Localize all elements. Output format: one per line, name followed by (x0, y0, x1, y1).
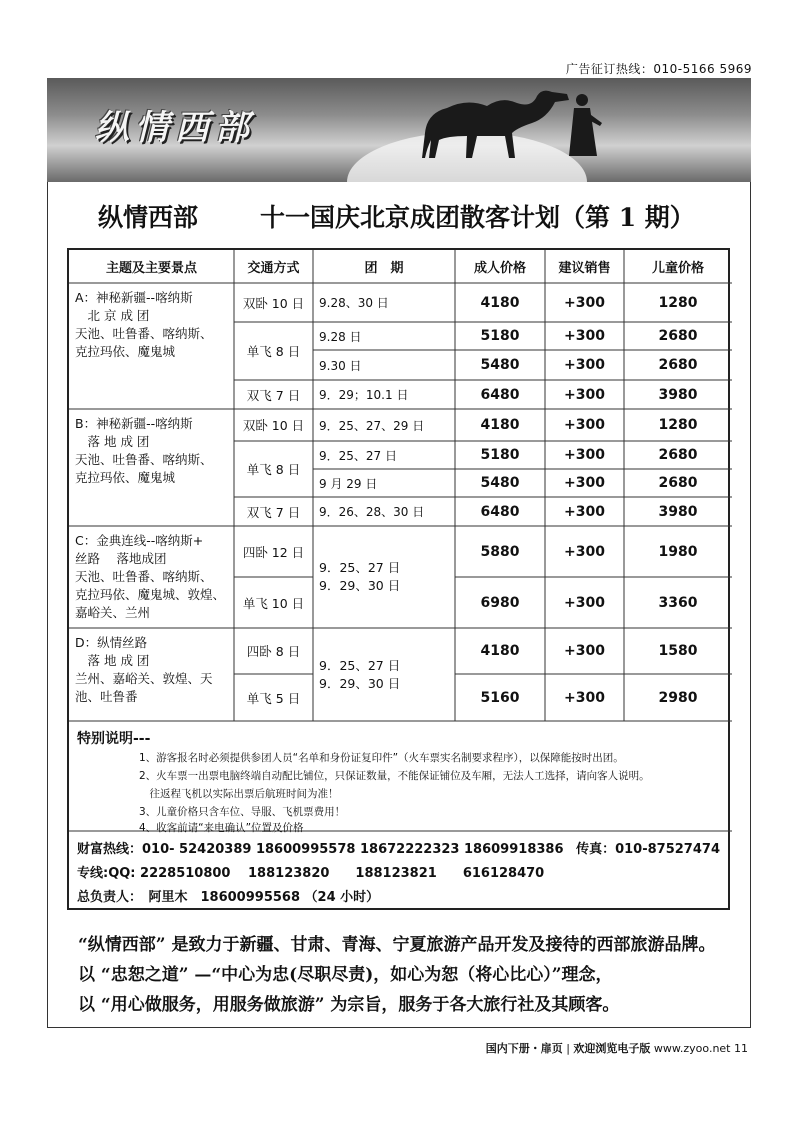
note-item: 往返程飞机以实际出票后航班时间为准！ (139, 788, 339, 800)
route-line: A：神秘新疆--喀纳斯 (75, 290, 193, 305)
suggested-markup: +300 (564, 447, 605, 463)
route-line: 北 京 成 团 (75, 308, 150, 323)
route-description (69, 289, 240, 409)
suggested-markup: +300 (564, 503, 605, 520)
slogan-line: 以 “用心做服务，用服务做旅游” 为宗旨，服务于各大旅行社及其顾客。 (78, 995, 620, 1015)
suggested-markup: +300 (564, 386, 605, 403)
slogan-line: “纵情西部” 是致力于新疆、甘肃、青海、宁夏旅游产品开发及接待的西部旅游品牌。 (78, 935, 716, 955)
ad-hotline: 广告征订热线：010-5166 5969 (565, 62, 752, 76)
route-line: 丝路 落地成团 (75, 551, 167, 566)
transport-mode: 双飞 7 日 (246, 504, 301, 520)
adult-price: 5180 (480, 447, 520, 463)
suggested-markup: +300 (564, 328, 605, 344)
table-header: 团 期 (364, 261, 404, 276)
departure-date: 9.30 日 (319, 358, 362, 373)
transport-mode: 单飞 10 日 (242, 595, 305, 611)
note-item: 3、儿童价格只含车位、导服、飞机票费用！ (139, 806, 346, 818)
child-price: 3980 (658, 503, 698, 520)
adult-price: 4180 (480, 643, 520, 659)
headline-brand: 纵情西部 (98, 203, 199, 232)
adult-price: 5480 (480, 357, 520, 373)
adult-price: 5180 (480, 328, 520, 344)
page-number: 11 (734, 1042, 748, 1055)
child-price: 3980 (658, 386, 698, 403)
route-line: 落 地 成 团 (75, 434, 150, 449)
child-price: 1580 (658, 643, 698, 659)
transport-mode: 双飞 7 日 (246, 387, 301, 403)
route-line: 天池、吐鲁番、喀纳斯、 (75, 326, 213, 341)
suggested-markup: +300 (564, 294, 605, 311)
adult-price: 4180 (480, 417, 520, 433)
adult-price: 6980 (480, 594, 520, 611)
departure-date: 9．29；10.1 日 (319, 388, 409, 402)
transport-mode: 单飞 5 日 (246, 690, 301, 706)
adult-price: 5160 (480, 689, 520, 706)
route-description (69, 532, 240, 628)
table-header: 建议销售 (558, 261, 611, 276)
transport-mode: 双卧 10 日 (242, 418, 305, 433)
departure-date: 9.28、30 日 (319, 296, 389, 310)
route-line: 克拉玛依、魔鬼城 (75, 470, 176, 485)
date-line: 9．29、30 日 (319, 675, 401, 691)
route-line: 落 地 成 团 (75, 653, 150, 668)
suggested-markup: +300 (564, 475, 605, 491)
table-header: 儿童价格 (651, 261, 704, 276)
child-price: 3360 (658, 594, 698, 611)
child-price: 2680 (658, 447, 698, 463)
departure-date: 9 月 29 日 (319, 476, 378, 491)
footer-section: 国内下册・扉页 (485, 1042, 563, 1055)
footer-site-link[interactable]: www.zyoo.net (653, 1042, 731, 1055)
suggested-markup: +300 (564, 643, 605, 659)
date-line: 9．25、27 日 (319, 560, 401, 575)
banner-logo-text: 纵情西部 (95, 108, 255, 148)
transport-mode: 单飞 8 日 (246, 344, 301, 359)
suggested-markup: +300 (564, 543, 605, 560)
suggested-markup: +300 (564, 417, 605, 433)
route-line: 天池、吐鲁番、喀纳斯、 (75, 452, 213, 467)
child-price: 2680 (658, 357, 698, 373)
transport-mode: 四卧 12 日 (242, 544, 305, 560)
child-price: 2680 (658, 475, 698, 491)
footer-divider: | (566, 1042, 570, 1055)
route-line: 克拉玛依、魔鬼城、敦煌、 (75, 587, 226, 602)
route-line: B：神秘新疆--喀纳斯 (75, 416, 193, 431)
adult-price: 4180 (480, 294, 520, 311)
adult-price: 5880 (480, 543, 520, 560)
itinerary-table (67, 248, 730, 910)
notes-title: 特别说明--- (77, 731, 151, 747)
child-price: 1280 (658, 294, 698, 311)
note-item: 1、游客报名时必须提供参团人员“名单和身份证复印件”（火车票实名制要求程序），以保障能按时出团。 (139, 752, 624, 764)
transport-mode: 四卧 8 日 (246, 644, 301, 659)
suggested-markup: +300 (564, 357, 605, 373)
departure-date: 9．25、27、29 日 (319, 418, 425, 433)
qq-line: 专线:QQ: 2228510800 188123820 188123821 616128470 (77, 866, 545, 881)
route-line: C：金典连线--喀纳斯+ (75, 533, 204, 548)
date-cell (313, 559, 461, 599)
suggested-markup: +300 (564, 689, 605, 706)
route-line: 嘉峪关、兰州 (75, 605, 151, 620)
route-line: 池、吐鲁番 (75, 689, 138, 704)
fax-number: 传真：010-87527474 (576, 842, 720, 857)
adult-price: 5480 (480, 475, 520, 491)
table-header: 成人价格 (473, 261, 526, 276)
suggested-markup: +300 (564, 594, 605, 611)
table-header: 交通方式 (247, 261, 300, 276)
date-line: 9．29、30 日 (319, 578, 401, 593)
manager-contact: 总负责人： 阿里木 18600995568 （24 小时） (77, 890, 380, 905)
route-line: 兰州、嘉峪关、敦煌、天 (75, 671, 213, 686)
child-price: 2680 (658, 328, 698, 344)
date-line: 9．25、27 日 (319, 657, 401, 673)
route-line: 克拉玛依、魔鬼城 (75, 344, 176, 359)
table-header: 主题及主要景点 (105, 261, 197, 276)
adult-price: 6480 (480, 386, 520, 403)
departure-date: 9．26、28、30 日 (319, 505, 425, 519)
date-cell (313, 657, 461, 697)
departure-date: 9．25、27 日 (319, 448, 397, 463)
route-line: 天池、吐鲁番、喀纳斯、 (75, 569, 213, 584)
child-price: 2980 (658, 689, 698, 706)
person-silhouette (569, 94, 602, 156)
adult-price: 6480 (480, 503, 520, 520)
note-item: 2、火车票一出票电脑终端自动配比铺位，只保证数量，不能保证铺位及车厢，无法人工选择，请向客人说明。 (139, 770, 650, 782)
transport-mode: 单飞 8 日 (246, 462, 301, 477)
child-price: 1280 (658, 417, 698, 433)
route-line: D：纵情丝路 (75, 635, 148, 650)
headline-plan: 十一国庆北京成团散客计划（第 1 期） (260, 203, 695, 232)
transport-mode: 双卧 10 日 (242, 295, 305, 311)
departure-date: 9.28 日 (319, 329, 362, 344)
contact-hotline: 财富热线：010- 52420389 18600995578 18672222323 18609918386 (77, 842, 564, 857)
child-price: 1980 (658, 543, 698, 560)
slogan-line: 以 “忠恕之道” —“中心为忠(尽职尽责)，如心为恕（将心比心）”理念， (78, 965, 613, 985)
note-item: 4、收客前请“来电确认”位置及价格 (139, 822, 304, 834)
page-footer (486, 1040, 748, 1056)
route-description (69, 415, 240, 526)
route-description (69, 634, 240, 721)
footer-welcome: 欢迎浏览电子版 (573, 1042, 651, 1055)
